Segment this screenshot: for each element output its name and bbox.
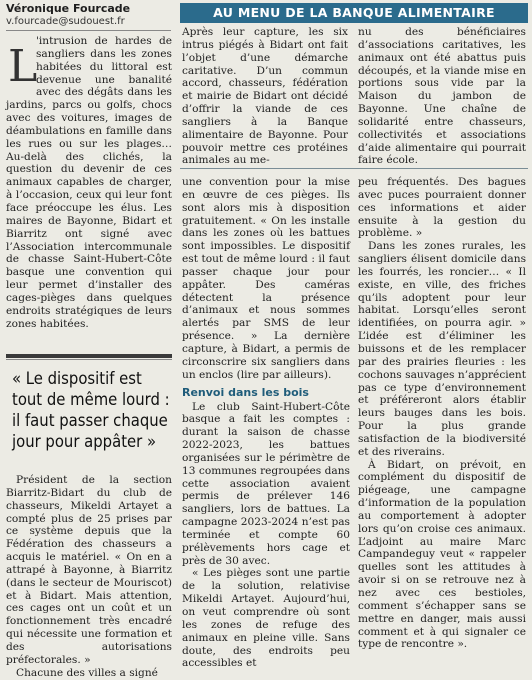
paragraph: une convention pour la mise en œuvre de ces pièges. Ils sont alors mis à disposition gratuitement. « On les installe dans les zones où les battues sont impossibles. Le dispositif est tout de même lourd : il faut passer chaque jour pour appâter. Des caméras détectent la présence d’animaux et nous sommes alertés par SMS de leur présence. » La dernière capture, à Bidart, a permis de circonscrire six sangliers dans un enclos (lire par ailleurs).: [182, 176, 350, 381]
paragraph: Chacune des villes a signé: [16, 666, 158, 679]
column-3-body: [358, 176, 526, 651]
subheading: Renvoi dans les bois: [182, 385, 309, 399]
box-paragraph: Après leur capture, les six intrus piégés à Bidart ont fait l’objet d’une démarche caritative. D’un commun accord, chasseurs, fédération et mairie de Bidart ont décidé d’offrir la viande de ces sangliers à la Banque alimentaire de Bayonne. Pour pouvoir mettre ces protéines animales au me-: [182, 26, 348, 167]
column-1-body: [6, 474, 172, 680]
pull-quote: « Le dispositif est tout de même lourd : il faut passer chaque jour pour appâter »: [12, 369, 170, 451]
pullquote-rule-thick: [6, 354, 172, 358]
pullquote-rule-thin: [6, 359, 172, 360]
sidebar-box-left: [182, 26, 348, 167]
paragraph: Dans les zones rurales, les sangliers élisent domicile dans les fourrés, les roncier… « Il existe, en ville, des friches qu’ils adoptent pour leur habitat. Lorsqu’elles seront identifiées, on pourra agir. » L’idée est d’éliminer les buissons et de les remplacer par des prairies fleuries : les cochons sauvages n’apprécient pas ce type d’environnement et préféreront alors établir leurs bauges dans les bois. Pour la plus grande satisfaction de la biodiversité et des riverains.: [358, 240, 526, 458]
column-2-body: [182, 176, 350, 670]
sidebar-box-border: [180, 168, 528, 169]
author-name: Véronique Fourcade: [6, 2, 131, 15]
paragraph: À Bidart, on prévoit, en complément du dispositif de piégeage, une campagne d’information de la population au comportement à adopter lors qu’on croise ces animaux. L’adjoint au maire Marc Campandeguy veut « rappeler quelles sont les attitudes à avoir si on se retrouve nez à nez avec ces bestioles, comment s’échapper sans se mettre en danger, mais aussi comment et à qui signaler ce type de rencontre ».: [358, 458, 526, 651]
paragraph: Le club Saint-Hubert-Côte basque a fait les comptes : durant la saison de chasse 2022-2023, les battues organisées sur le périmètre de 13 communes regroupées dans cette association avaient permis de prélever 146 sangliers, lors de battues. La campagne 2023-2024 n’est pas terminée et compte 60 prélèvements hors cage et près de 30 avec.: [182, 400, 350, 567]
byline-divider: [6, 30, 171, 31]
paragraph: Président de la section Biarritz-Bidart du club de chasseurs, Mikeldi Artayet a compté plus de 25 prises par ce système depuis que la Fédération des chasseurs a acquis le matériel. « On en a attrapé à Bayonne, à Biarritz (dans le secteur de Mouriscot) et à Bidart. Mais attention, ces cages ont un coût et un fonctionnement très encadré qui nécessite une formation et des autorisations préfectorales. »: [6, 474, 172, 666]
sidebar-box-title: AU MENU DE LA BANQUE ALIMENTAIRE: [180, 3, 528, 23]
paragraph: « Les pièges sont une partie de la solution, relativise Mikeldi Artayet. Aujourd’hui, on veut comprendre où sont les zones de refuge des animaux en pleine ville. Sans doute, des endroits peu accessibles et: [182, 567, 350, 670]
drop-cap: L: [8, 41, 38, 92]
intro-paragraph: 'intrusion de hardes de sangliers dans les zones habitées du littoral est devenue une banalité avec des dégâts dans les jardins, parcs ou golfs, chocs avec des voitures, images de déambulations en famille dans les rues ou sur les plages… Au-delà des clichés, la question du devenir de ces animaux capables de charger, à l’occasion, ceux qui leur font face préoccupe les élus. Les maires de Bayonne, Bidart et Biarritz ont signé avec l’Association intercommunale de chasse Saint-Hubert-Côte basque une convention qui leur permet d’installer des cages-pièges dans quelques endroits stratégiques de leurs zones habitées.: [6, 35, 172, 330]
article-intro: [6, 35, 172, 330]
paragraph: peu fréquentés. Des bagues avec puces pourraient donner ces informations et aider ensuite à la gestion du problème. »: [358, 176, 526, 240]
sidebar-box-right: [358, 26, 526, 167]
drop-cap-space: [6, 35, 36, 91]
author-email: v.fourcade@sudouest.fr: [6, 16, 125, 27]
box-paragraph: nu des bénéficiaires d’associations caritatives, les animaux ont été abattus puis découpés, et la viande mise en portions sous vide par la Maison du jambon de Bayonne. Une chaîne de solidarité entre chasseurs, collectivités et associations d’aide alimentaire qui pourrait faire école.: [358, 26, 526, 167]
